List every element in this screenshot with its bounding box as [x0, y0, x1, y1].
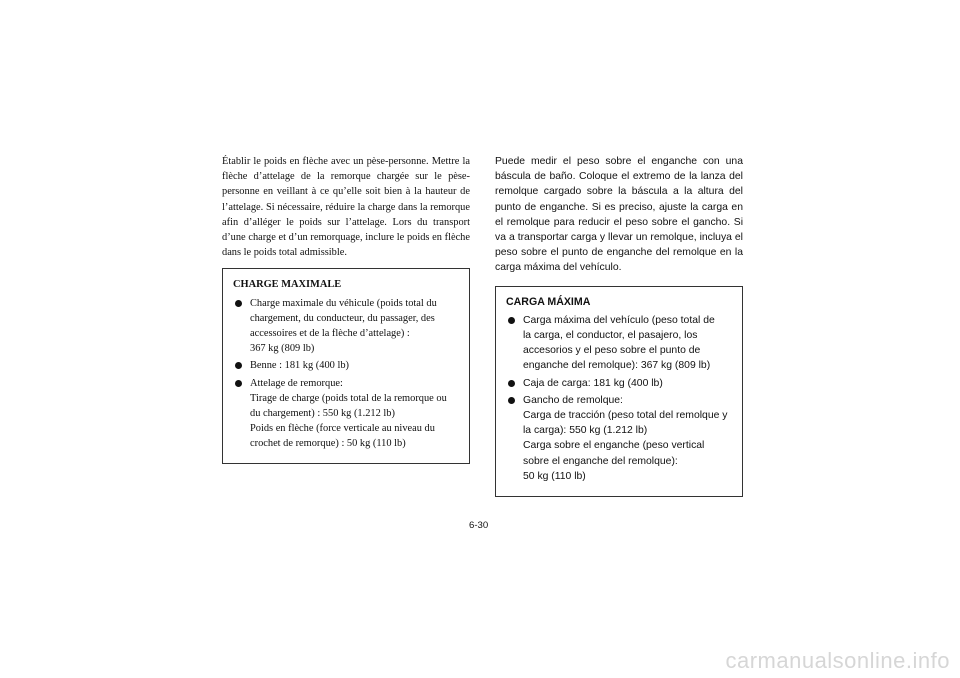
bullet-icon: [235, 300, 242, 307]
item-line: crochet de remorque) : 50 kg (110 lb): [250, 438, 406, 450]
item-line: accesorios y el peso sobre el punto de: [523, 345, 701, 357]
item-line: Carga máxima del vehículo (peso total de: [523, 314, 715, 326]
bullet-icon: [235, 380, 242, 387]
item-line: 50 kg (110 lb): [523, 470, 586, 482]
list-item: [506, 393, 734, 484]
bullet-icon: [508, 397, 515, 404]
list-item: [233, 358, 461, 373]
item-line: chargement, du conducteur, du passager, des: [250, 312, 435, 324]
item-line: du chargement) : 550 kg (1.212 lb): [250, 408, 395, 420]
item-line: enganche del remolque): 367 kg (809 lb): [523, 360, 711, 372]
spanish-max-load-box: [495, 286, 743, 497]
item-line: 367 kg (809 lb): [250, 343, 315, 355]
spanish-intro-paragraph: Puede medir el peso sobre el enganche con una báscula de baño. Coloque el extremo de la lanza del remolque cargado sobre la báscula a la altura del punto de enganche. Si es preciso, ajuste la carga en el remolque para reducir el peso sobre el gancho. Si va a transportar carga y llevar un remolque, incluya el peso sobre el punto de enganche del remolque en la carga máxima del vehículo.: [495, 156, 743, 274]
item-line: Charge maximale du véhicule (poids total du: [250, 297, 437, 309]
spanish-max-load-title: CARGA MÁXIMA: [506, 295, 591, 308]
watermark: carmanualsonline.info: [725, 648, 950, 673]
item-line: Carga sobre el enganche (peso vertical: [523, 440, 705, 452]
french-max-load-box: [222, 268, 470, 463]
bullet-icon: [508, 380, 515, 387]
french-max-load-title: CHARGE MAXIMALE: [233, 279, 342, 291]
french-max-load-list: [233, 296, 461, 452]
item-line: Tirage de charge (poids total de la remorque ou: [250, 392, 447, 404]
item-line: Gancho de remolque:: [523, 394, 623, 406]
item-line: la carga): 550 kg (1.212 lb): [523, 425, 648, 437]
item-line: Caja de carga: 181 kg (400 lb): [523, 377, 663, 389]
spanish-column: [495, 154, 743, 497]
bullet-icon: [508, 317, 515, 324]
list-item: [233, 296, 461, 357]
item-line: Carga de tracción (peso total del remolque y: [523, 410, 728, 422]
item-line: Benne : 181 kg (400 lb): [250, 360, 349, 372]
item-line: la carga, el conductor, el pasajero, los: [523, 330, 698, 342]
spanish-max-load-list: [506, 313, 734, 484]
list-item: [506, 376, 734, 391]
list-item: [506, 313, 734, 374]
list-item: [233, 376, 461, 452]
french-intro-paragraph: Établir le poids en flèche avec un pèse-personne. Mettre la flèche d’attelage de la remorque chargée sur le pèse-personne en veillant à ce qu’elle soit bien à la hauteur de l’attelage. Si nécessaire, réduire la charge dans la remorque afin d’alléger le poids sur l’attelage. Lors du transport d’une charge et d’un remorquage, inclure le poids en flèche dans le poids total admissible.: [222, 156, 470, 259]
page-number: 6-30: [469, 520, 489, 531]
item-line: Poids en flèche (force verticale au niveau du: [250, 423, 435, 435]
item-line: accessoires et de la flèche d’attelage) :: [250, 328, 410, 340]
bullet-icon: [235, 362, 242, 369]
item-line: sobre el enganche del remolque):: [523, 455, 678, 467]
french-column: [222, 154, 470, 464]
item-line: Attelage de remorque:: [250, 377, 343, 389]
